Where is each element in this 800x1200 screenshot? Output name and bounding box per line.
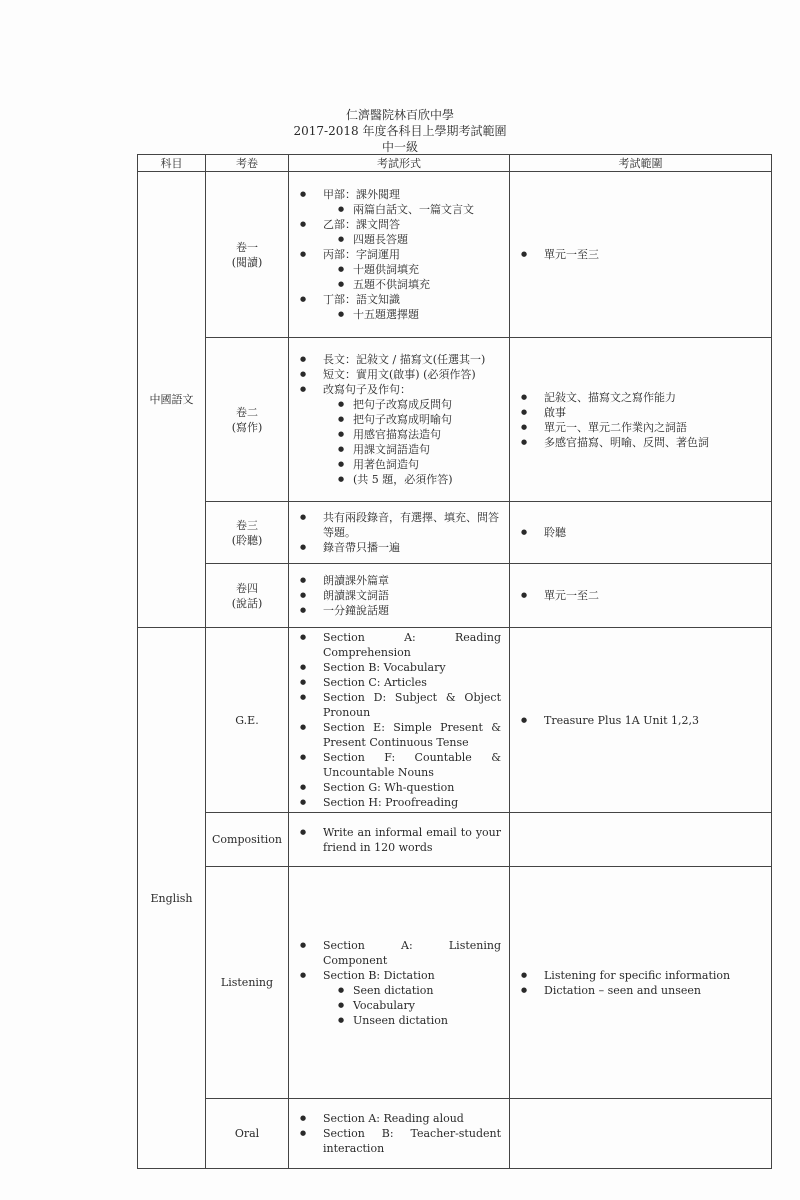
paper-name xyxy=(206,502,289,564)
list-item: ● 用課文詞語造句 xyxy=(335,442,503,457)
header-scope: 考試範圍 xyxy=(510,155,772,172)
list-item: ● 單元一至三 xyxy=(518,247,765,262)
list-item: ● 乙部：課文問答 ● 四題長答題 xyxy=(297,217,503,247)
scope-cell xyxy=(510,813,772,867)
list-item: ● Section D: Subject & Object Pronoun xyxy=(297,690,503,720)
table-row xyxy=(138,338,772,502)
list-item: ● Unseen dictation xyxy=(335,1013,501,1028)
list-item: ● 錄音帶只播一遍 xyxy=(297,540,503,555)
paper-name: Composition xyxy=(206,813,289,867)
subject-english: English xyxy=(138,628,206,1169)
table-row xyxy=(138,813,772,867)
paper-subtitle: (閱讀) xyxy=(231,255,263,269)
list-item: ● Listening for specific information xyxy=(518,968,765,983)
list-item: ● Section G: Wh-question xyxy=(297,780,503,795)
list-item: ● Dictation – seen and unseen xyxy=(518,983,765,998)
list-item: ● 用感官描寫法造句 xyxy=(335,427,503,442)
form-level: 中一級 xyxy=(381,140,418,154)
scope-cell xyxy=(510,564,772,628)
format-cell xyxy=(289,338,510,502)
format-cell xyxy=(289,867,510,1099)
list-item: ● Treasure Plus 1A Unit 1,2,3 xyxy=(518,713,765,728)
list-item: ● 朗讀課外篇章 xyxy=(297,573,503,588)
format-cell xyxy=(289,564,510,628)
list-item: ● 五題不供詞填充 xyxy=(335,277,503,292)
scope-cell xyxy=(510,338,772,502)
list-item: ● 四題長答題 xyxy=(335,232,503,247)
list-item: ● 啟事 xyxy=(518,405,765,420)
list-item: ● Section B: Dictation ● Seen dictation ● Vocabulary ● Unseen dictation xyxy=(297,968,503,1028)
list-item: ● Write an informal email to your friend in 120 words xyxy=(297,825,503,855)
table-row xyxy=(138,172,772,338)
list-item: ● 甲部：課外閱理 ● 兩篇白話文、一篇文言文 xyxy=(297,187,503,217)
school-name: 仁濟醫院林百欣中學 xyxy=(345,108,454,122)
list-item: ● 多感官描寫、明喻、反問、著色詞 xyxy=(518,435,765,450)
scope-cell xyxy=(510,502,772,564)
list-item: ● 單元一至二 xyxy=(518,588,765,603)
list-item: ● Section H: Proofreading xyxy=(297,795,503,810)
list-item: ● Seen dictation xyxy=(335,983,501,998)
subject-chinese: 中國語文 xyxy=(138,172,206,628)
format-cell xyxy=(289,628,510,813)
list-item: ● 丁部：語文知識 ● 十五題選擇題 xyxy=(297,292,503,322)
list-item: ● Section F: Countable & Uncountable Nouns xyxy=(297,750,503,780)
paper-name: Oral xyxy=(206,1099,289,1169)
document-title: 2017-2018 年度各科目上學期考試範圍 xyxy=(293,124,507,138)
paper-name: Listening xyxy=(206,867,289,1099)
list-item: ● 十五題選擇題 xyxy=(335,307,503,322)
paper-title: 卷二 xyxy=(236,405,258,419)
list-item: ● Section A: Reading aloud xyxy=(297,1111,503,1126)
paper-subtitle: (說話) xyxy=(231,596,263,610)
header-paper: 考卷 xyxy=(206,155,289,172)
table-row xyxy=(138,628,772,813)
list-item: ● 短文：實用文(啟事) (必須作答) xyxy=(297,367,503,382)
list-item: ● 把句子改寫成反問句 xyxy=(335,397,503,412)
list-item: ● Section B: Vocabulary xyxy=(297,660,503,675)
list-item: ● 共有兩段錄音，有選擇、填充、問答等題。 xyxy=(297,510,503,540)
paper-title: 卷一 xyxy=(236,240,258,254)
list-item: ● 朗讀課文詞語 xyxy=(297,588,503,603)
list-item: ● 十題供詞填充 xyxy=(335,262,503,277)
list-item: ● 一分鐘說話題 xyxy=(297,603,503,618)
list-item: ● 記敍文、描寫文之寫作能力 xyxy=(518,390,765,405)
paper-title: 卷四 xyxy=(236,581,258,595)
paper-name xyxy=(206,338,289,502)
format-cell xyxy=(289,172,510,338)
paper-subtitle: (聆聽) xyxy=(231,533,263,547)
paper-name xyxy=(206,172,289,338)
table-row xyxy=(138,867,772,1099)
list-item: ● 單元一、單元二作業內之詞語 xyxy=(518,420,765,435)
format-cell xyxy=(289,1099,510,1169)
paper-name xyxy=(206,564,289,628)
list-item: ● 丙部：字詞運用 ● 十題供詞填充 ● 五題不供詞填充 xyxy=(297,247,503,292)
list-item: ● 用著色詞造句 xyxy=(335,457,503,472)
table-row xyxy=(138,1099,772,1169)
list-item: ● 長文：記敍文 / 描寫文(任選其一) xyxy=(297,352,503,367)
list-item: ● 聆聽 xyxy=(518,525,765,540)
table-header-row xyxy=(138,155,772,172)
table-row xyxy=(138,502,772,564)
list-item: ● Vocabulary xyxy=(335,998,501,1013)
paper-title: 卷三 xyxy=(236,518,258,532)
list-item: ● (共 5 題，必須作答) xyxy=(335,472,503,487)
table-row xyxy=(138,564,772,628)
list-item: ● 兩篇白話文、一篇文言文 xyxy=(335,202,503,217)
paper-subtitle: (寫作) xyxy=(231,420,263,434)
format-cell xyxy=(289,813,510,867)
list-item: ● Section C: Articles xyxy=(297,675,503,690)
list-item: ● 把句子改寫成明喻句 xyxy=(335,412,503,427)
list-item: ● Section A: Reading Comprehension xyxy=(297,630,503,660)
paper-name: G.E. xyxy=(206,628,289,813)
list-item: ● Section B: Teacher-student interaction xyxy=(297,1126,503,1156)
list-item: ● Section A: Listening Component xyxy=(297,938,503,968)
exam-scope-table xyxy=(137,154,772,1169)
scope-cell xyxy=(510,1099,772,1169)
scope-cell xyxy=(510,628,772,813)
list-item: ● 改寫句子及作句： ● 把句子改寫成反問句 ● 把句子改寫成明喻句 ● 用感官描寫法造句 ● 用課文詞語造句 ● 用著色詞造句 ● (共 5 題，必須作答) xyxy=(297,382,503,487)
scope-cell xyxy=(510,867,772,1099)
header-subject: 科目 xyxy=(138,155,206,172)
list-item: ● Section E: Simple Present & Present Continuous Tense xyxy=(297,720,503,750)
scope-cell xyxy=(510,172,772,338)
header-format: 考試形式 xyxy=(289,155,510,172)
format-cell xyxy=(289,502,510,564)
